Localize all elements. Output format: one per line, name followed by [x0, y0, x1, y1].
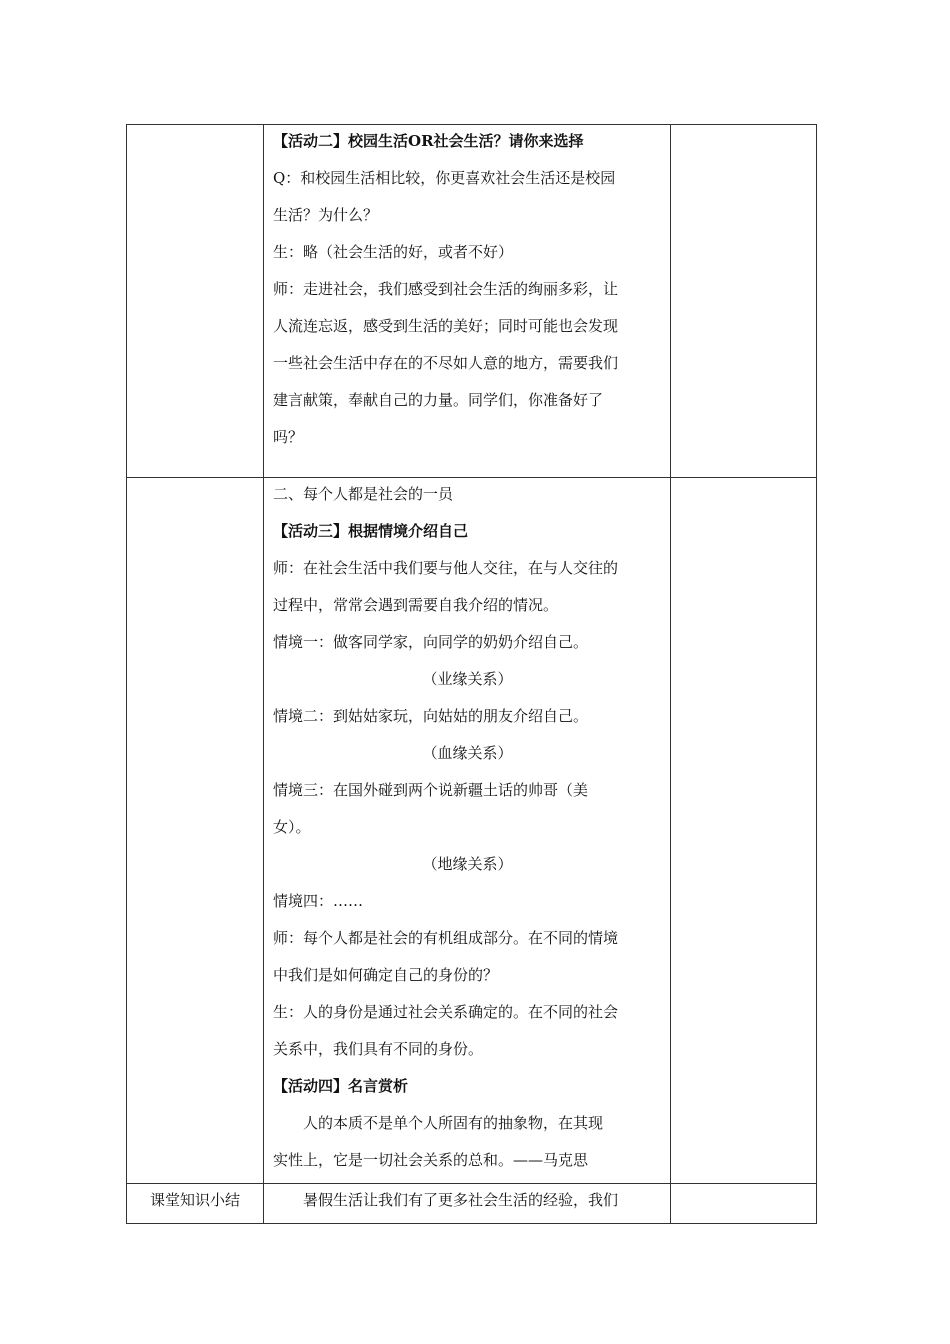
text-line: （业缘关系） — [422, 670, 513, 688]
row-label: 课堂知识小结 — [149, 1191, 240, 1209]
row-label — [127, 478, 263, 483]
text-line: （血缘关系） — [422, 744, 513, 762]
text-line: 实性上，它是一切社会关系的总和。——马克思 — [273, 1151, 589, 1169]
text-line: 师：在社会生活中我们要与他人交往，在与人交往的 — [273, 559, 619, 577]
text-line: 师：每个人都是社会的有机组成部分。在不同的情境 — [273, 929, 619, 947]
text-line: 情境一：做客同学家，向同学的奶奶介绍自己。 — [273, 633, 589, 651]
row-label — [127, 125, 263, 130]
text-line: 情境四：…… — [273, 892, 364, 910]
text-line: 情境二：到姑姑家玩，向姑姑的朋友介绍自己。 — [273, 707, 589, 725]
row-label-cell — [127, 1184, 264, 1224]
text-line: 人的本质不是单个人所固有的抽象物，在其现 — [303, 1114, 604, 1132]
activity-heading: 【活动三】根据情境介绍自己 — [273, 522, 469, 540]
activity-heading: 【活动四】名言赏析 — [273, 1077, 409, 1095]
text-line: 吗？ — [273, 428, 304, 446]
text-line: 一些社会生活中存在的不尽如人意的地方，需要我们 — [273, 354, 619, 372]
table-row — [127, 1184, 817, 1224]
notes-cell — [671, 478, 817, 1184]
text-line: 过程中，常常会遇到需要自我介绍的情况。 — [273, 596, 559, 614]
text-line: （地缘关系） — [422, 855, 513, 873]
text-line: 中我们是如何确定自己的身份的？ — [273, 966, 499, 984]
content-cell — [264, 125, 671, 478]
row-label-cell — [127, 478, 264, 1184]
text-line: 生：略（社会生活的好，或者不好） — [273, 243, 514, 261]
table-row — [127, 478, 817, 1184]
text-line: Q：和校园生活相比较，你更喜欢社会生活还是校园 — [273, 169, 616, 187]
text-line: 女）。 — [273, 818, 311, 836]
lesson-plan-table — [126, 124, 817, 1224]
text-line: 师：走进社会，我们感受到社会生活的绚丽多彩，让 — [273, 280, 619, 298]
text-line: 建言献策，奉献自己的力量。同学们，你准备好了 — [273, 391, 604, 409]
text-line: 生活？为什么？ — [273, 206, 379, 224]
text-line: 暑假生活让我们有了更多社会生活的经验，我们 — [303, 1191, 619, 1209]
content-cell — [264, 478, 671, 1184]
text-line: 二、每个人都是社会的一员 — [273, 485, 454, 503]
text-line: 生：人的身份是通过社会关系确定的。在不同的社会 — [273, 1003, 619, 1021]
text-line: 人流连忘返，感受到生活的美好；同时可能也会发现 — [273, 317, 619, 335]
row-label-cell — [127, 125, 264, 478]
text-line: 情境三：在国外碰到两个说新疆土话的帅哥（美 — [273, 781, 589, 799]
notes-cell — [671, 1184, 817, 1224]
text-line: 关系中，我们具有不同的身份。 — [273, 1040, 484, 1058]
content-cell — [264, 1184, 671, 1224]
table-row — [127, 125, 817, 478]
notes-cell — [671, 125, 817, 478]
activity-heading: 【活动二】校园生活OR社会生活？请你来选择 — [273, 132, 584, 150]
